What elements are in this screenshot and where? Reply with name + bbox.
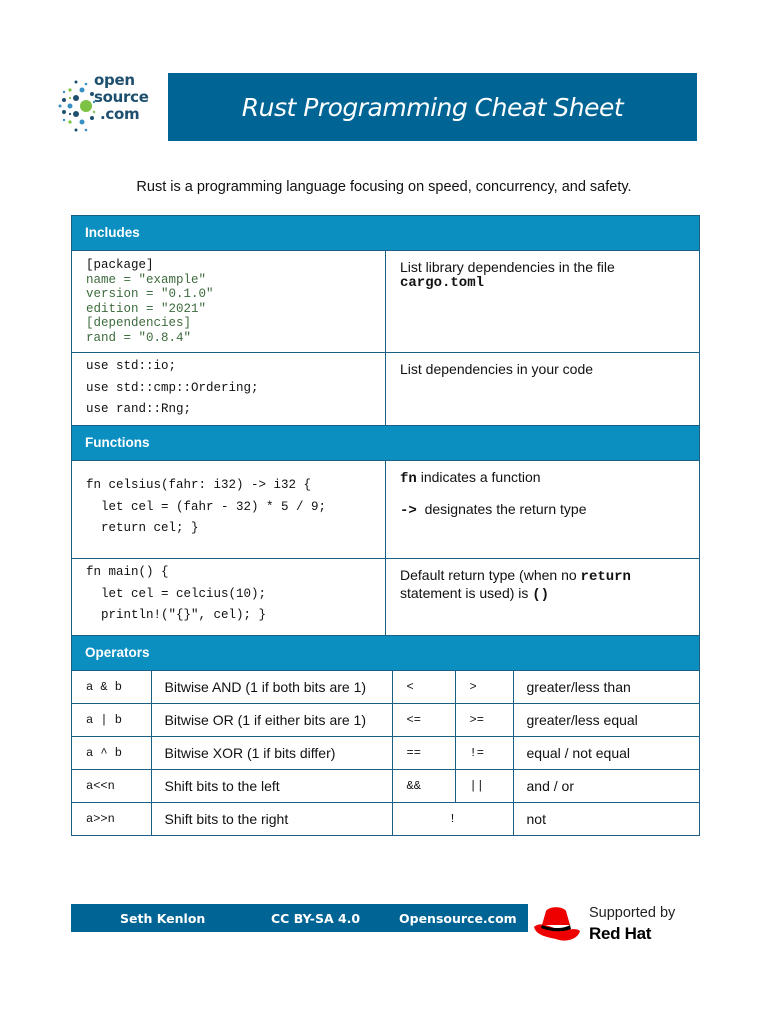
table-row <box>72 704 699 737</box>
comparison-meaning: equal / not equal <box>513 737 699 770</box>
comparison-operator: < <box>392 671 455 704</box>
code-line: println!("{}", cel); } <box>86 608 267 622</box>
code-line: rand = "0.8.4" <box>86 330 192 345</box>
return-keyword: return <box>580 569 631 585</box>
comparison-meaning: greater/less equal <box>513 704 699 737</box>
fn-keyword: fn <box>400 471 417 487</box>
section-header-includes: Includes <box>72 216 699 251</box>
logical-operator: && <box>392 770 455 803</box>
description-text: List library dependencies in the file <box>400 259 615 275</box>
celsius-code <box>72 461 386 558</box>
title-banner <box>168 73 697 141</box>
operators-table <box>72 671 699 836</box>
operator-expression: a | b <box>72 704 151 737</box>
code-line: [dependencies] <box>86 316 192 330</box>
includes-row-use <box>72 353 699 426</box>
intro-text: Rust is a programming language focusing on speed, concurrency, and safety. <box>136 179 632 195</box>
operator-description: Bitwise XOR (1 if bits differ) <box>151 737 392 770</box>
fn-note-text: indicates a function <box>420 469 541 485</box>
operator-description: Shift bits to the right <box>151 803 392 836</box>
code-line: let cel = celcius(10); <box>86 586 267 601</box>
red-hat-wordmark: Red Hat <box>589 924 652 943</box>
code-line: fn main() { <box>86 565 169 579</box>
operator-expression: a ^ b <box>72 737 151 770</box>
red-hat-sponsor <box>532 902 702 946</box>
code-line: edition = "2021" <box>86 301 207 316</box>
red-hat-logo-icon <box>532 905 582 945</box>
functions-row-main <box>72 559 699 636</box>
default-return-line-2 <box>400 585 699 603</box>
comparison-operator: > <box>455 671 513 704</box>
supported-by-text: Supported by <box>589 905 676 921</box>
fn-note <box>400 469 699 487</box>
main-description <box>386 559 699 635</box>
code-line: return cel; } <box>86 521 199 535</box>
celsius-description <box>386 461 699 558</box>
comparison-operator: <= <box>392 704 455 737</box>
unit-type: () <box>532 587 550 603</box>
table-row <box>72 770 699 803</box>
logo-line-1: open <box>94 71 135 89</box>
default-return-line-1 <box>400 567 699 585</box>
logo-line-3: .com <box>100 105 140 123</box>
code-line: [package] <box>86 258 154 272</box>
page-title: Rust Programming Cheat Sheet <box>241 92 624 122</box>
use-description: List dependencies in your code <box>400 361 594 377</box>
comparison-operator: != <box>455 737 513 770</box>
footer-site: Opensource.com <box>399 911 517 926</box>
footer-license: CC BY-SA 4.0 <box>271 911 361 926</box>
footer-bar <box>71 904 528 932</box>
table-row <box>72 671 699 704</box>
operator-expression: a<<n <box>72 770 151 803</box>
section-header-operators: Operators <box>72 636 699 671</box>
table-row <box>72 737 699 770</box>
table-row <box>72 803 699 836</box>
description-code: cargo.toml <box>400 275 485 291</box>
cargo-toml-code <box>72 251 386 352</box>
code-line: let cel = (fahr - 32) * 5 / 9; <box>86 499 327 514</box>
logical-meaning: not <box>513 803 699 836</box>
code-line: use rand::Rng; <box>86 402 192 416</box>
code-line: name = "example" <box>86 272 207 287</box>
code-line: use std::io; <box>86 359 177 373</box>
comparison-operator: >= <box>455 704 513 737</box>
logical-operator: || <box>455 770 513 803</box>
functions-row-celsius <box>72 461 699 559</box>
cheat-sheet-table <box>71 215 700 836</box>
operator-expression: a>>n <box>72 803 151 836</box>
operator-description: Bitwise AND (1 if both bits are 1) <box>151 671 392 704</box>
arrow-note <box>400 501 699 519</box>
opensource-logo <box>56 72 161 142</box>
code-line: fn celsius(fahr: i32) -> i32 { <box>86 478 312 492</box>
description-text: statement is used) is <box>400 585 529 601</box>
logo-dots-icon <box>56 72 96 140</box>
code-line: version = "0.1.0" <box>86 287 214 301</box>
description-text: Default return type (when no <box>400 567 577 583</box>
operator-description: Bitwise OR (1 if either bits are 1) <box>151 704 392 737</box>
includes-row-cargo <box>72 251 699 353</box>
arrow-note-text: designates the return type <box>424 501 587 517</box>
cargo-toml-description <box>386 251 699 352</box>
main-code <box>72 559 386 635</box>
operator-description: Shift bits to the left <box>151 770 392 803</box>
comparison-meaning: greater/less than <box>513 671 699 704</box>
arrow-symbol: -> <box>400 503 417 519</box>
section-header-functions: Functions <box>72 426 699 461</box>
code-line: use std::cmp::Ordering; <box>86 380 259 395</box>
logical-operator: ! <box>392 803 513 836</box>
footer-author: Seth Kenlon <box>120 911 206 926</box>
logo-line-2: source <box>94 88 149 106</box>
comparison-operator: == <box>392 737 455 770</box>
logo-wordmark <box>94 72 149 123</box>
logical-meaning: and / or <box>513 770 699 803</box>
operator-expression: a & b <box>72 671 151 704</box>
use-code <box>72 353 386 425</box>
